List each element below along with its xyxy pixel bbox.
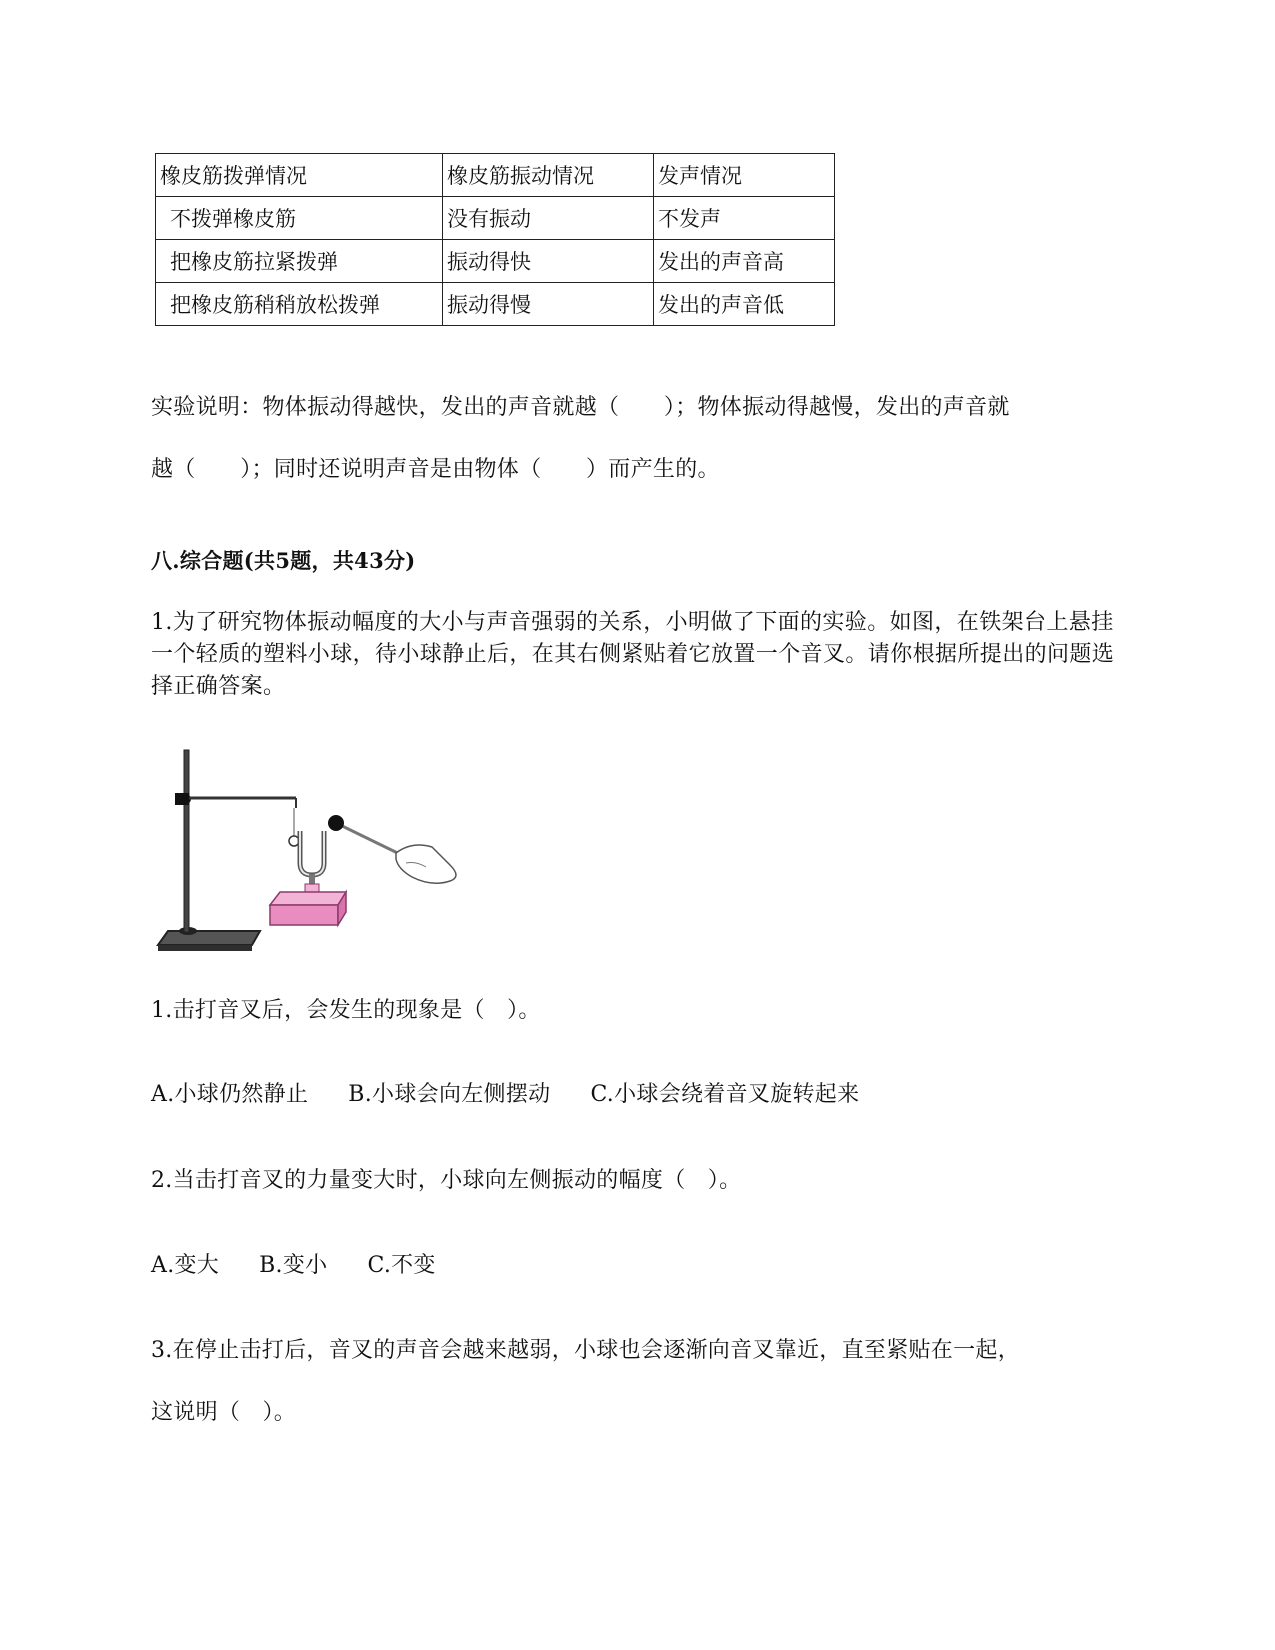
option-a[interactable]: A.变大 [151, 1253, 220, 1278]
table-cell: 把橡皮筋拉紧拨弹 [156, 240, 443, 283]
question-1-intro: 1.为了研究物体振动幅度的大小与声音强弱的关系，小明做了下面的实验。如图，在铁架台上悬挂一个轻质的塑料小球，待小球静止后，在其右侧紧贴着它放置一个音叉。请你根据所提出的问题选择正确答案。 [151, 610, 1115, 699]
resonance-box [270, 884, 346, 925]
table-cell: 发出的声音低 [654, 283, 835, 326]
sub-question-1: 1.击打音叉后，会发生的现象是（ ）。 [151, 998, 541, 1023]
table-row [156, 197, 835, 240]
section-heading: 八.综合题(共5题，共43分) [151, 548, 416, 573]
table-header-cell: 橡皮筋振动情况 [443, 154, 654, 197]
tuning-fork-experiment-figure [150, 745, 465, 965]
table-cell: 振动得慢 [443, 283, 654, 326]
sub-question-3-line-1: 3.在停止击打后，音叉的声音会越来越弱，小球也会逐渐向音叉靠近，直至紧贴在一起， [151, 1338, 1020, 1363]
tuning-fork [300, 831, 324, 888]
sub-question-2: 2.当击打音叉的力量变大时，小球向左侧振动的幅度（ ）。 [151, 1168, 742, 1193]
table-cell: 不发声 [654, 197, 835, 240]
sub-question-3-line-2: 这说明（ ）。 [151, 1400, 297, 1425]
observation-table [155, 153, 835, 326]
sub-question-1-options [151, 1077, 859, 1108]
option-b[interactable]: B.小球会向左侧摆动 [348, 1082, 551, 1107]
table-cell: 不拨弹橡皮筋 [156, 197, 443, 240]
table-header-cell: 橡皮筋拨弹情况 [156, 154, 443, 197]
table-header-row [156, 154, 835, 197]
table-header-cell: 发声情况 [654, 154, 835, 197]
table-row [156, 283, 835, 326]
table-cell: 振动得快 [443, 240, 654, 283]
table-cell: 没有振动 [443, 197, 654, 240]
mallet-and-hand [328, 815, 456, 883]
table-cell: 把橡皮筋稍稍放松拨弹 [156, 283, 443, 326]
table-cell: 发出的声音高 [654, 240, 835, 283]
sub-question-2-options [151, 1248, 436, 1279]
explanation-line-2: 越（ ）；同时还说明声音是由物体（ ）而产生的。 [151, 457, 720, 482]
option-c[interactable]: C.不变 [367, 1253, 436, 1278]
table-row [156, 240, 835, 283]
explanation-line-1: 实验说明：物体振动得越快，发出的声音就越（ ）；物体振动得越慢，发出的声音就 [151, 395, 1010, 420]
option-a[interactable]: A.小球仍然静止 [151, 1082, 309, 1107]
option-c[interactable]: C.小球会绕着音叉旋转起来 [590, 1082, 860, 1107]
option-b[interactable]: B.变小 [259, 1253, 328, 1278]
